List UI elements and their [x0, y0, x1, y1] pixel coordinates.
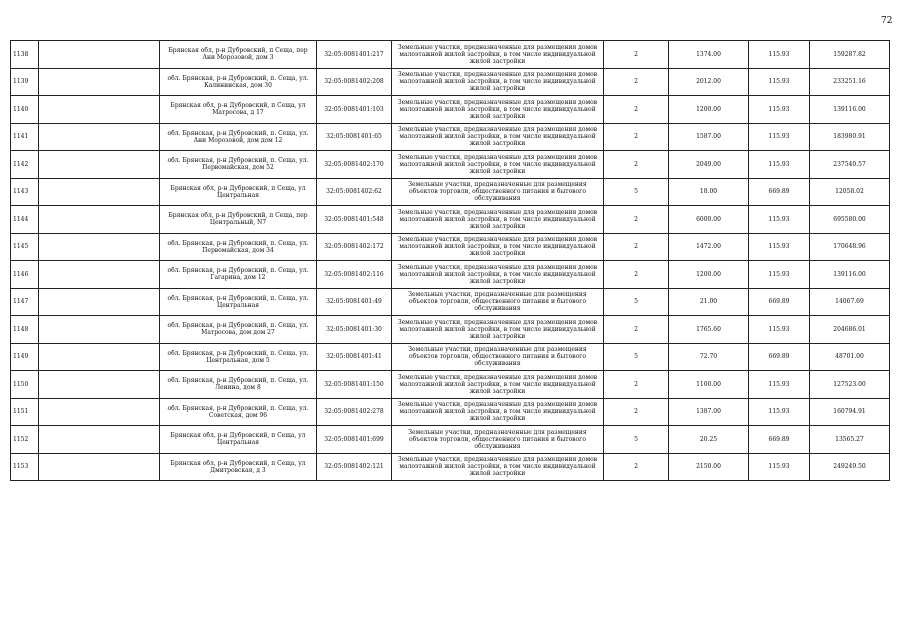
address-cell: Брянская обл, р-н Дубровский, п Сеща, пер Ани Морозовой, дом 3: [160, 41, 317, 69]
row-number: 1147: [11, 288, 39, 316]
cadastral-number-cell: 32:05:0081402:116: [317, 261, 392, 289]
cadastral-value-cell: 204686.01: [810, 316, 890, 344]
rate-cell: 115.93: [749, 41, 810, 69]
spacer-cell: [39, 41, 160, 69]
land-use-cell: Земельные участки, предназначенные для размещения домов малоэтажной жилой застройки, в том числе индивидуальной жилой застройки: [392, 316, 604, 344]
table-row: [11, 371, 890, 399]
cadastral-value-cell: 48701.00: [810, 343, 890, 371]
row-number: 1148: [11, 316, 39, 344]
table-row: [11, 288, 890, 316]
category-cell: 5: [604, 343, 669, 371]
row-number: 1150: [11, 371, 39, 399]
spacer-cell: [39, 426, 160, 454]
rate-cell: 115.93: [749, 316, 810, 344]
land-use-cell: Земельные участки, предназначенные для размещения домов малоэтажной жилой застройки, в том числе индивидуальной жилой застройки: [392, 261, 604, 289]
category-cell: 2: [604, 96, 669, 124]
address-cell: обл. Брянская, р-н Дубровский, п. Сеща, ул. Центральная, дом 5: [160, 343, 317, 371]
rate-cell: 115.93: [749, 371, 810, 399]
address-cell: обл. Брянская, р-н Дубровский, п. Сеща, ул. Центральная: [160, 288, 317, 316]
row-number: 1153: [11, 453, 39, 481]
cadastral-number-cell: 32:05:0081402:172: [317, 233, 392, 261]
row-number: 1139: [11, 68, 39, 96]
area-cell: 1200.00: [669, 261, 749, 289]
area-cell: 20.25: [669, 426, 749, 454]
spacer-cell: [39, 123, 160, 151]
category-cell: 2: [604, 261, 669, 289]
land-use-cell: Земельные участки, предназначенные для размещения домов малоэтажной жилой застройки, в том числе индивидуальной жилой застройки: [392, 371, 604, 399]
cadastral-value-cell: 249249.50: [810, 453, 890, 481]
table-row: [11, 343, 890, 371]
category-cell: 2: [604, 233, 669, 261]
area-cell: 1472.00: [669, 233, 749, 261]
row-number: 1141: [11, 123, 39, 151]
table-row: [11, 426, 890, 454]
category-cell: 2: [604, 206, 669, 234]
land-use-cell: Земельные участки, предназначенные для размещения домов малоэтажной жилой застройки, в том числе индивидуальной жилой застройки: [392, 151, 604, 179]
cadastral-number-cell: 32:05:0081401:41: [317, 343, 392, 371]
land-use-cell: Земельные участки, предназначенные для размещения домов малоэтажной жилой застройки, в том числе индивидуальной жилой застройки: [392, 41, 604, 69]
spacer-cell: [39, 178, 160, 206]
spacer-cell: [39, 453, 160, 481]
land-use-cell: Земельные участки, предназначенные для размещения объектов торговли, общественного питания и бытового обслуживания: [392, 178, 604, 206]
rate-cell: 669.89: [749, 288, 810, 316]
rate-cell: 115.93: [749, 68, 810, 96]
table-row: [11, 68, 890, 96]
row-number: 1151: [11, 398, 39, 426]
category-cell: 2: [604, 123, 669, 151]
area-cell: 18.00: [669, 178, 749, 206]
cadastral-number-cell: 32:05:0081401:103: [317, 96, 392, 124]
area-cell: 1387.00: [669, 398, 749, 426]
table-row: [11, 151, 890, 179]
spacer-cell: [39, 68, 160, 96]
row-number: 1152: [11, 426, 39, 454]
table-row: [11, 206, 890, 234]
rate-cell: 115.93: [749, 453, 810, 481]
cadastral-number-cell: 32:05:0081401:30: [317, 316, 392, 344]
address-cell: обл. Брянская, р-н Дубровский, п. Сеща, ул. Калининская, дом 30: [160, 68, 317, 96]
area-cell: 72.70: [669, 343, 749, 371]
area-cell: 1374.00: [669, 41, 749, 69]
spacer-cell: [39, 151, 160, 179]
address-cell: обл. Брянская, р-н Дубровский, п. Сеща, ул. Гагарина, дом 12: [160, 261, 317, 289]
area-cell: 2150.00: [669, 453, 749, 481]
page-number: 72: [881, 16, 893, 26]
spacer-cell: [39, 316, 160, 344]
cadastral-number-cell: 32:05:0081401:217: [317, 41, 392, 69]
spacer-cell: [39, 288, 160, 316]
land-use-cell: Земельные участки, предназначенные для размещения домов малоэтажной жилой застройки, в том числе индивидуальной жилой застройки: [392, 96, 604, 124]
row-number: 1138: [11, 41, 39, 69]
cadastral-value-cell: 237540.57: [810, 151, 890, 179]
address-cell: обл. Брянская, р-н Дубровский, п. Сеща, ул. Ани Морозовой, дом дом 12: [160, 123, 317, 151]
rate-cell: 115.93: [749, 151, 810, 179]
category-cell: 2: [604, 371, 669, 399]
cadastral-value-cell: 13565.27: [810, 426, 890, 454]
category-cell: 2: [604, 41, 669, 69]
spacer-cell: [39, 96, 160, 124]
table-row: [11, 123, 890, 151]
spacer-cell: [39, 261, 160, 289]
area-cell: 21.00: [669, 288, 749, 316]
cadastral-number-cell: 32:05:0081401:65: [317, 123, 392, 151]
row-number: 1146: [11, 261, 39, 289]
cadastral-value-cell: 160794.91: [810, 398, 890, 426]
rate-cell: 669.89: [749, 343, 810, 371]
cadastral-value-cell: 139116.00: [810, 96, 890, 124]
area-cell: 6000.00: [669, 206, 749, 234]
table-row: [11, 398, 890, 426]
area-cell: 1765.60: [669, 316, 749, 344]
cadastral-number-cell: 32:05:0081401:150: [317, 371, 392, 399]
cadastral-value-cell: 170648.96: [810, 233, 890, 261]
rate-cell: 115.93: [749, 123, 810, 151]
rate-cell: 669.89: [749, 178, 810, 206]
land-use-cell: Земельные участки, предназначенные для размещения объектов торговли, общественного питания и бытового обслуживания: [392, 343, 604, 371]
address-cell: обл. Брянская, р-н Дубровский, п. Сеща, ул. Первомайская, дом 34: [160, 233, 317, 261]
cadastral-number-cell: 32:05:0081401:49: [317, 288, 392, 316]
spacer-cell: [39, 371, 160, 399]
table-body: [11, 41, 890, 481]
area-cell: 1200.00: [669, 96, 749, 124]
spacer-cell: [39, 398, 160, 426]
rate-cell: 115.93: [749, 398, 810, 426]
cadastral-value-cell: 159287.82: [810, 41, 890, 69]
address-cell: обл. Брянская, р-н Дубровский, п. Сеща, ул. Ленина, дом 8: [160, 371, 317, 399]
area-cell: 2049.00: [669, 151, 749, 179]
land-use-cell: Земельные участки, предназначенные для размещения домов малоэтажной жилой застройки, в том числе индивидуальной жилой застройки: [392, 206, 604, 234]
cadastral-value-cell: 233251.16: [810, 68, 890, 96]
land-registry-table: [10, 40, 890, 481]
cadastral-number-cell: 32:05:0081402:278: [317, 398, 392, 426]
address-cell: Брянская обл, р-н Дубровский, п Сеща, ул Матросова, д 17: [160, 96, 317, 124]
rate-cell: 669.89: [749, 426, 810, 454]
land-use-cell: Земельные участки, предназначенные для размещения домов малоэтажной жилой застройки, в том числе индивидуальной жилой застройки: [392, 398, 604, 426]
rate-cell: 115.93: [749, 96, 810, 124]
spacer-cell: [39, 233, 160, 261]
category-cell: 2: [604, 68, 669, 96]
address-cell: Брянская обл, р-н Дубровский, п Сеща, ул Центральная: [160, 178, 317, 206]
category-cell: 2: [604, 398, 669, 426]
row-number: 1142: [11, 151, 39, 179]
cadastral-number-cell: 32:05:0081401:548: [317, 206, 392, 234]
address-cell: Брянская обл, р-н Дубровский, п Сеща, ул Центральная: [160, 426, 317, 454]
cadastral-value-cell: 139116.00: [810, 261, 890, 289]
address-cell: Брянская обл, р-н Дубровский, п Сеща, ул Дмитровская, д 3: [160, 453, 317, 481]
address-cell: Брянская обл, р-н Дубровский, п Сеща, пер Центральный, N7: [160, 206, 317, 234]
cadastral-value-cell: 695580.00: [810, 206, 890, 234]
row-number: 1145: [11, 233, 39, 261]
cadastral-value-cell: 183980.91: [810, 123, 890, 151]
cadastral-value-cell: 127523.00: [810, 371, 890, 399]
land-use-cell: Земельные участки, предназначенные для размещения домов малоэтажной жилой застройки, в том числе индивидуальной жилой застройки: [392, 233, 604, 261]
row-number: 1140: [11, 96, 39, 124]
table-row: [11, 96, 890, 124]
table-row: [11, 233, 890, 261]
cadastral-value-cell: 12058.02: [810, 178, 890, 206]
table-row: [11, 178, 890, 206]
category-cell: 5: [604, 288, 669, 316]
cadastral-number-cell: 32:05:0081401:699: [317, 426, 392, 454]
cadastral-number-cell: 32:05:0081402:121: [317, 453, 392, 481]
cadastral-value-cell: 14067.69: [810, 288, 890, 316]
category-cell: 5: [604, 426, 669, 454]
spacer-cell: [39, 343, 160, 371]
cadastral-number-cell: 32:05:0081402:170: [317, 151, 392, 179]
address-cell: обл. Брянская, р-н Дубровский, п. Сеща, ул. Советская, дом 96: [160, 398, 317, 426]
area-cell: 1587.00: [669, 123, 749, 151]
row-number: 1143: [11, 178, 39, 206]
category-cell: 5: [604, 178, 669, 206]
rate-cell: 115.93: [749, 206, 810, 234]
land-use-cell: Земельные участки, предназначенные для размещения объектов торговли, общественного питания и бытового обслуживания: [392, 288, 604, 316]
cadastral-number-cell: 32:05:0081402:62: [317, 178, 392, 206]
table-row: [11, 453, 890, 481]
category-cell: 2: [604, 151, 669, 179]
area-cell: 2012.00: [669, 68, 749, 96]
cadastral-number-cell: 32:05:0081402:208: [317, 68, 392, 96]
category-cell: 2: [604, 316, 669, 344]
land-use-cell: Земельные участки, предназначенные для размещения домов малоэтажной жилой застройки, в том числе индивидуальной жилой застройки: [392, 123, 604, 151]
spacer-cell: [39, 206, 160, 234]
row-number: 1144: [11, 206, 39, 234]
area-cell: 1100.00: [669, 371, 749, 399]
table-row: [11, 261, 890, 289]
category-cell: 2: [604, 453, 669, 481]
table-row: [11, 41, 890, 69]
land-use-cell: Земельные участки, предназначенные для размещения объектов торговли, общественного питания и бытового обслуживания: [392, 426, 604, 454]
address-cell: обл. Брянская, р-н Дубровский, п. Сеща, ул. Матросова, дом дом 27: [160, 316, 317, 344]
row-number: 1149: [11, 343, 39, 371]
land-use-cell: Земельные участки, предназначенные для размещения домов малоэтажной жилой застройки, в том числе индивидуальной жилой застройки: [392, 453, 604, 481]
rate-cell: 115.93: [749, 233, 810, 261]
land-use-cell: Земельные участки, предназначенные для размещения домов малоэтажной жилой застройки, в том числе индивидуальной жилой застройки: [392, 68, 604, 96]
table-row: [11, 316, 890, 344]
rate-cell: 115.93: [749, 261, 810, 289]
address-cell: обл. Брянская, р-н Дубровский, п. Сеща, ул. Первомайская, дом 52: [160, 151, 317, 179]
